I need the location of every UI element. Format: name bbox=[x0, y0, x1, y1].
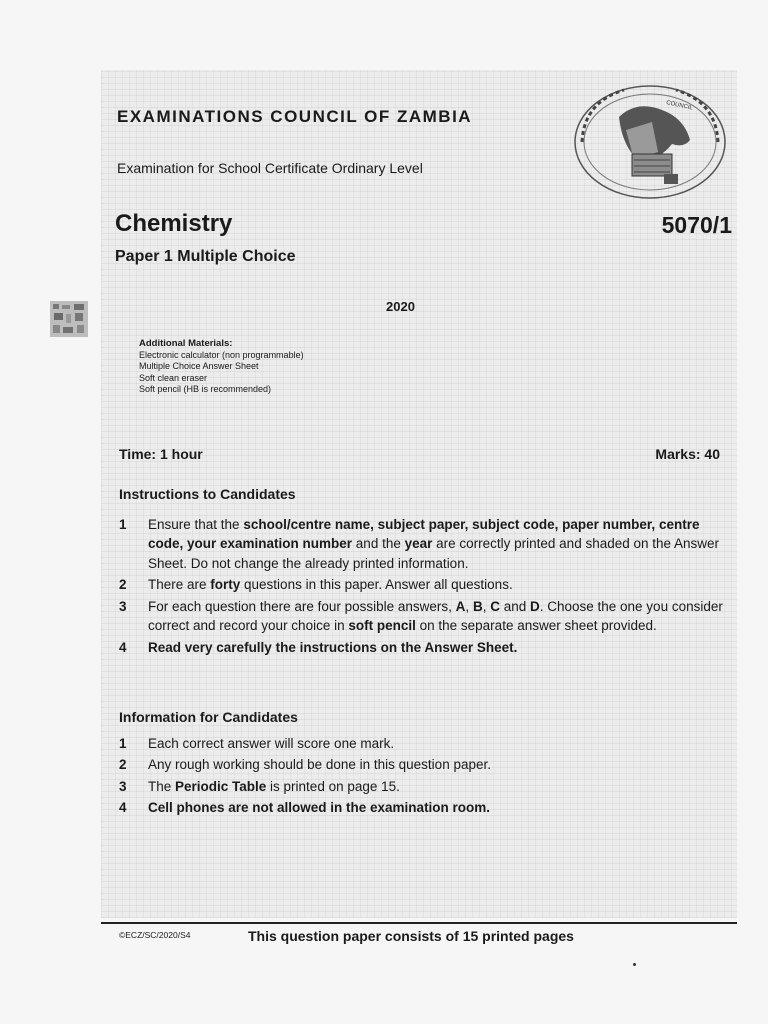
scan-speck bbox=[633, 963, 636, 966]
materials-item: Soft pencil (HB is recommended) bbox=[139, 384, 272, 394]
information-item bbox=[119, 755, 731, 775]
information-item bbox=[119, 798, 731, 818]
instruction-item-number: 2 bbox=[119, 577, 127, 592]
instruction-item-text: Read very carefully the instructions on the Answer Sheet. bbox=[148, 639, 518, 655]
instruction-item bbox=[119, 638, 731, 658]
materials-title: Additional Materials: bbox=[139, 338, 233, 349]
instruction-item bbox=[119, 515, 731, 574]
instruction-item-number: 1 bbox=[119, 516, 127, 532]
instruction-item-text: For each question there are four possible answers, A, B, C and D. Choose the one you consider correct and record your choice in soft pencil on the separate answer sheet provided. bbox=[148, 598, 723, 633]
materials-item: Soft clean eraser bbox=[139, 372, 208, 383]
information-item-number: 4 bbox=[119, 800, 127, 815]
instruction-item bbox=[119, 597, 731, 636]
materials-item: Electronic calculator (non programmable) bbox=[139, 349, 304, 360]
footer-rule bbox=[101, 922, 737, 924]
information-item-text: The Periodic Table is printed on page 15. bbox=[148, 778, 400, 794]
information-item bbox=[119, 734, 731, 754]
paper-code: 5070/1 bbox=[661, 212, 732, 238]
page-count-notice: This question paper consists of 15 printed pages bbox=[248, 928, 574, 944]
information-item-number: 1 bbox=[119, 735, 127, 751]
council-name: EXAMINATIONS COUNCIL OF ZAMBIA bbox=[117, 107, 473, 126]
exam-subtitle: Examination for School Certificate Ordinary Level bbox=[117, 160, 423, 176]
instructions-title: Instructions to Candidates bbox=[119, 486, 296, 502]
logo-text: COUNCIL bbox=[665, 100, 694, 112]
information-section bbox=[119, 708, 731, 820]
instruction-item-number: 3 bbox=[119, 598, 127, 614]
information-item-number: 2 bbox=[119, 757, 127, 772]
instruction-item bbox=[119, 575, 731, 595]
materials-item: Multiple Choice Answer Sheet bbox=[139, 361, 259, 371]
information-item-text: Each correct answer will score one mark. bbox=[148, 735, 395, 751]
instruction-item-text: There are forty questions in this paper. Answer all questions. bbox=[148, 577, 513, 592]
information-title: Information for Candidates bbox=[119, 709, 298, 725]
coat-of-arms-logo bbox=[564, 82, 736, 202]
scanner-barcode-mark bbox=[50, 301, 88, 337]
exam-marks: Marks: 40 bbox=[655, 446, 720, 462]
instruction-item-number: 4 bbox=[119, 639, 127, 655]
exam-year: 2020 bbox=[386, 299, 415, 314]
information-item bbox=[119, 777, 731, 797]
instruction-item-text: Ensure that the school/centre name, subject paper, subject code, paper number, centre code, your examination number and the year are correctly printed and shaded on the Answer Sheet. Do not change the already printed information. bbox=[148, 516, 720, 571]
information-item-text: Cell phones are not allowed in the examination room. bbox=[148, 800, 491, 815]
subject-title: Chemistry bbox=[115, 210, 233, 237]
exam-time: Time: 1 hour bbox=[119, 446, 203, 462]
information-item-text: Any rough working should be done in this question paper. bbox=[148, 757, 491, 772]
additional-materials bbox=[139, 338, 304, 396]
instructions-section bbox=[119, 485, 731, 659]
copyright-code: ©ECZ/SC/2020/S4 bbox=[119, 930, 191, 940]
information-item-number: 3 bbox=[119, 778, 127, 794]
paper-title: Paper 1 Multiple Choice bbox=[115, 248, 296, 265]
